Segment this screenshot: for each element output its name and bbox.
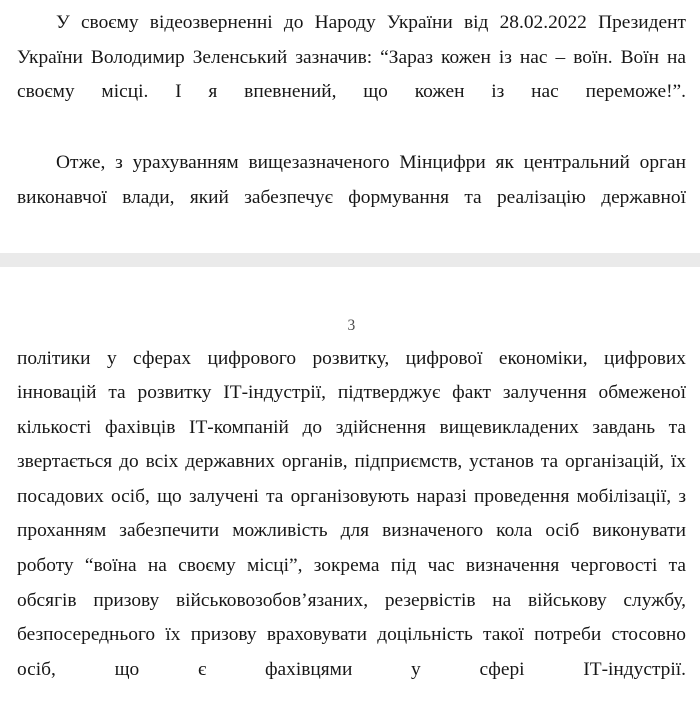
document-page-lower	[0, 267, 700, 688]
paragraph-zelensky-quote: У своєму відеозверненні до Народу України від 28.02.2022 Президент України Володимир Зеленський зазначив: “Зараз кожен із нас – воїн. Воїн на своєму місці. І я впевнений, що кожен із нас переможе!”.	[17, 0, 686, 144]
page-number: 3	[17, 267, 686, 334]
page-separator	[0, 253, 700, 267]
document-page-upper	[0, 0, 700, 253]
paragraph-mintsyfry-intro: Отже, з урахуванням вищезазначеного Мінцифри як центральний орган виконавчої влади, який забезпечує формування та реалізацію державної	[17, 144, 686, 250]
paragraph-it-industry-request: політики у сферах цифрового розвитку, цифрової економіки, цифрових інновацій та розвитку ІТ-індустрії, підтверджує факт залучення обмеженої кількості фахівців ІТ-компаній до здійснення вищевикладених завдань та звертається до всіх державних органів, підприємств, установ та організацій, їх посадових осіб, що залучені та організовують наразі проведення мобілізації, з проханням забезпечити можливість для визначеного кола осіб виконувати роботу “воїна на своєму місці”, зокрема під час визначення черговості та обсягів призову військовозобов’язаних, резервістів на військову службу, безпосереднього їх призову враховувати доцільність такої потреби стосовно осіб, що є фахівцями у сфері ІТ-індустрії.	[17, 334, 686, 722]
